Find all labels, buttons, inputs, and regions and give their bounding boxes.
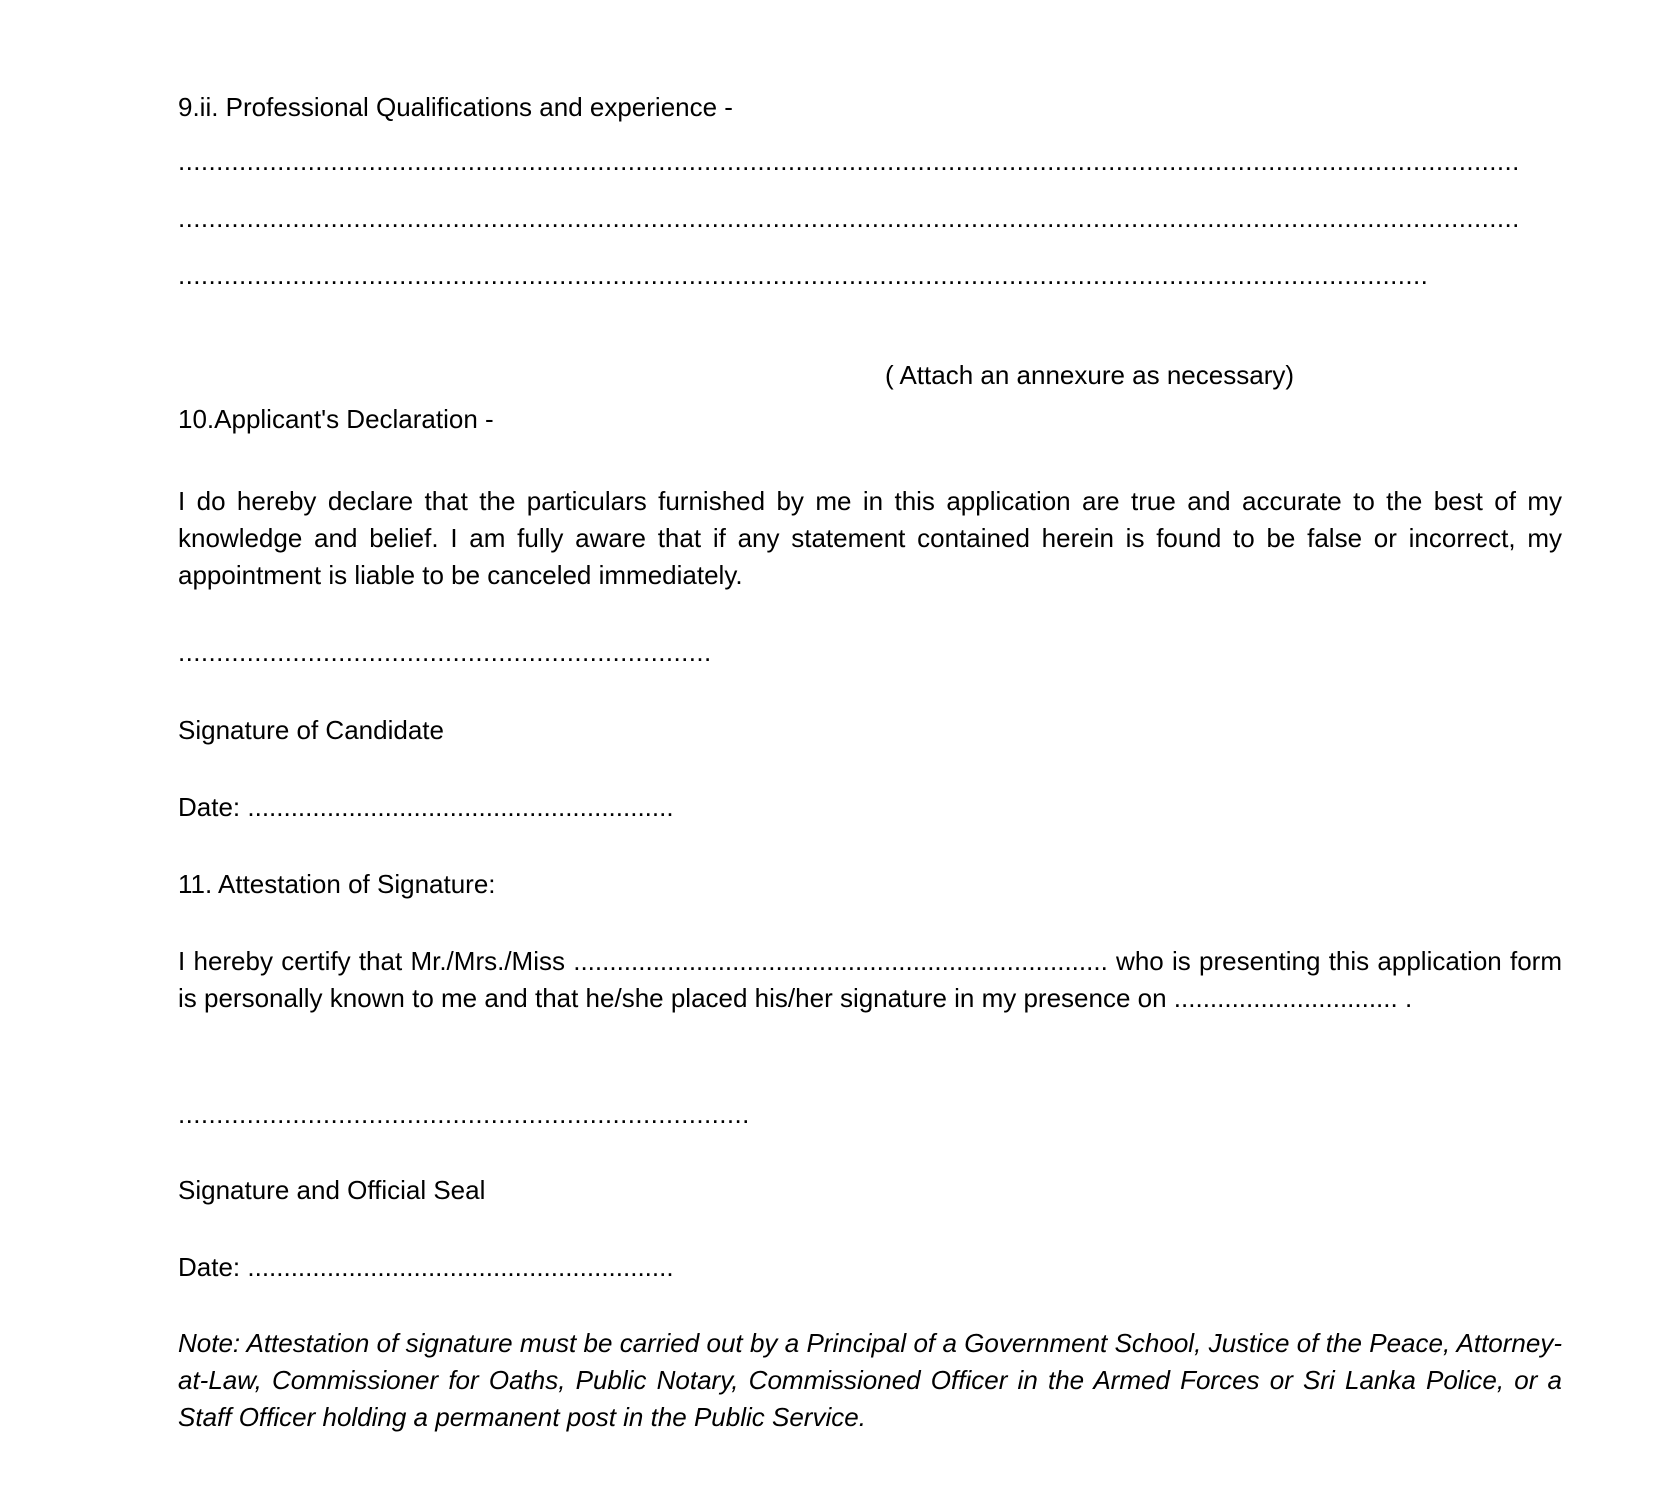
candidate-date-field: Date: ...........................................................	[178, 792, 674, 822]
attester-date-field: Date: ...........................................................	[178, 1252, 674, 1282]
section-10-heading: 10.Applicant's Declaration -	[178, 404, 494, 434]
candidate-signature-line: ......................................................................	[178, 637, 712, 667]
qualifications-fill-line-3: ....................................................................................................................................................................	[178, 260, 1429, 290]
annexure-note: ( Attach an annexure as necessary)	[885, 360, 1295, 390]
candidate-signature-label: Signature of Candidate	[178, 715, 444, 745]
attestation-note: Note: Attestation of signature must be carried out by a Principal of a Government School, Justice of the Peace, Attorney-at-Law, Commissioner for Oaths, Public Notary, Commissioned Officer in the Armed Forces or Sri Lanka Police, or a Staff Officer holding a permanent post in the Public Service.	[178, 1328, 1562, 1432]
attester-signature-line: ...........................................................................	[178, 1099, 750, 1129]
declaration-paragraph: I do hereby declare that the particulars furnished by me in this application are true and accurate to the best of my knowledge and belief. I am fully aware that if any statement contained herein is found to be false or incorrect, my appointment is liable to be canceled immediately.	[178, 486, 1562, 590]
qualifications-fill-line-1: ................................................................................................................................................................................	[178, 146, 1520, 176]
attester-signature-label: Signature and Official Seal	[178, 1175, 486, 1205]
section-11-heading: 11. Attestation of Signature:	[178, 869, 496, 899]
section-9-heading: 9.ii. Professional Qualifications and experience -	[178, 92, 733, 122]
qualifications-fill-line-2: ................................................................................................................................................................................	[178, 203, 1520, 233]
attestation-paragraph: I hereby certify that Mr./Mrs./Miss .......................................................................... who is presenting this application form is personally known to me and that he/she placed his/her signature in my presence on ............................... .	[178, 946, 1562, 1013]
